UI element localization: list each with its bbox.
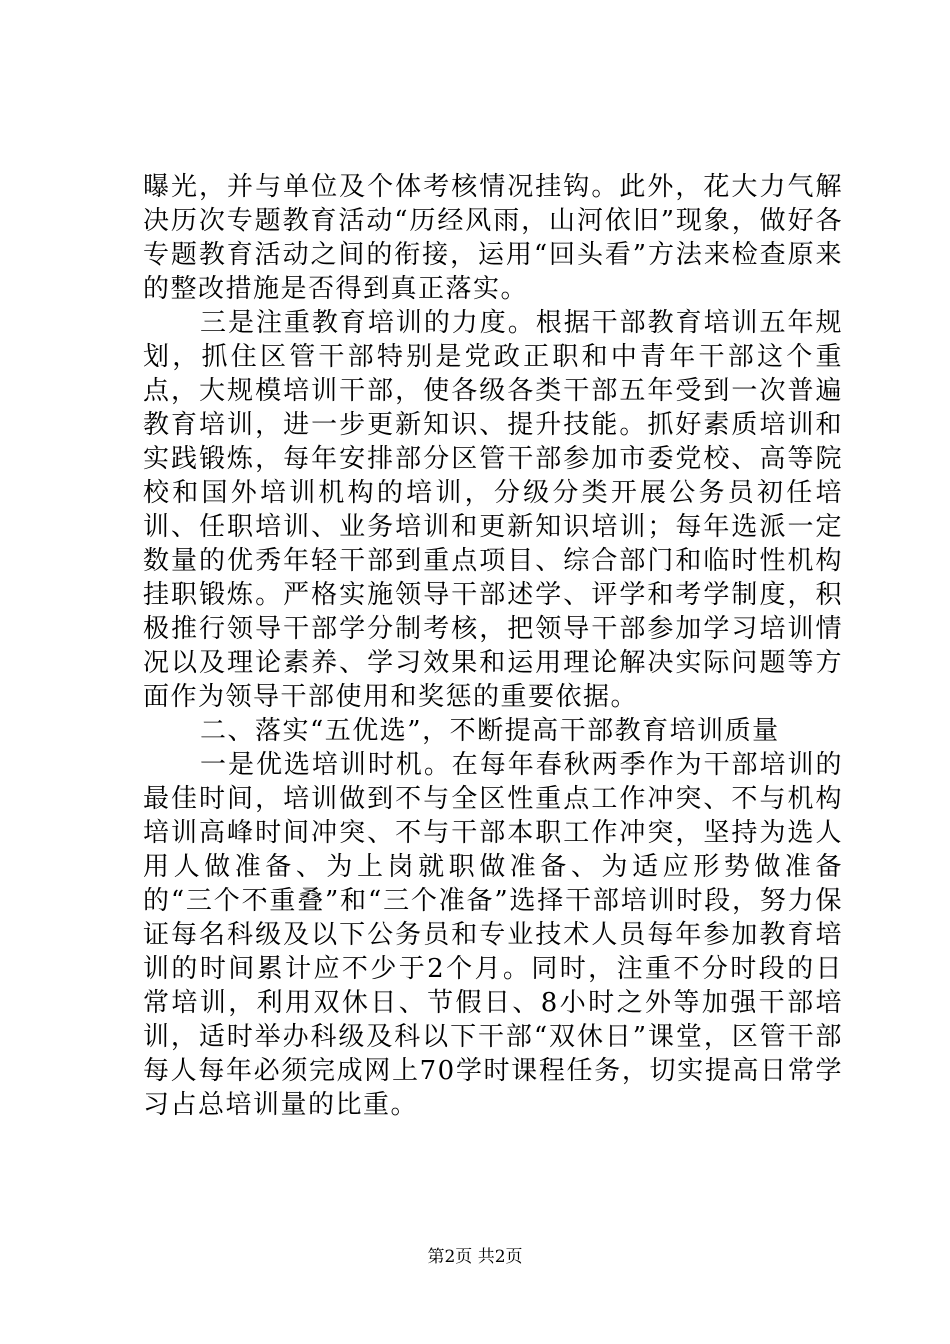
paragraph-training-intensity: 三是注重教育培训的力度。根据干部教育培训五年规划，抓住区管干部特别是党政正职和中青年干部这个重点，大规模培训干部，使各级各类干部五年受到一次普遍教育培训，进一步更新知识、提升技能。抓好素质培训和实践锻炼，每年安排部分区管干部参加市委党校、高等院校和国外培训机构的培训，分级分类开展公务员初任培训、任职培训、业务培训和更新知识培训；每年选派一定数量的优秀年轻干部到重点项目、综合部门和临时性机构挂职锻炼。严格实施领导干部述学、评学和考学制度，积极推行领导干部学分制考核，把领导干部参加学习培训情况以及理论素养、学习效果和运用理论解决实际问题等方面作为领导干部使用和奖惩的重要依据。 — [143, 308, 843, 712]
section-heading: 二、落实“五优选”，不断提高干部教育培训质量 — [200, 716, 780, 746]
document-body — [143, 170, 843, 1122]
page-number-footer: 第2页 共2页 — [427, 1247, 523, 1267]
paragraph-training-timing: 一是优选培训时机。在每年春秋两季作为干部培训的最佳时间，培训做到不与全区性重点工作冲突、不与机构培训高峰时间冲突、不与干部本职工作冲突，坚持为选人用人做准备、为上岗就职做准备、为适应形势做准备的“三个不重叠”和“三个准备”选择干部培训时段，努力保证每名科级及以下公务员和专业技术人员每年参加教育培训的时间累计应不少于2个月。同时，注重不分时段的日常培训，利用双休日、节假日、8小时之外等加强干部培训，适时举办科级及科以下干部“双休日”课堂，区管干部每人每年必须完成网上70学时课程任务，切实提高日常学习占总培训量的比重。 — [143, 750, 843, 1120]
paragraph-continuation: 曝光，并与单位及个体考核情况挂钩。此外，花大力气解决历次专题教育活动“历经风雨，山河依旧”现象，做好各专题教育活动之间的衔接，运用“回头看”方法来检查原来的整改措施是否得到真正落实。 — [143, 172, 843, 304]
